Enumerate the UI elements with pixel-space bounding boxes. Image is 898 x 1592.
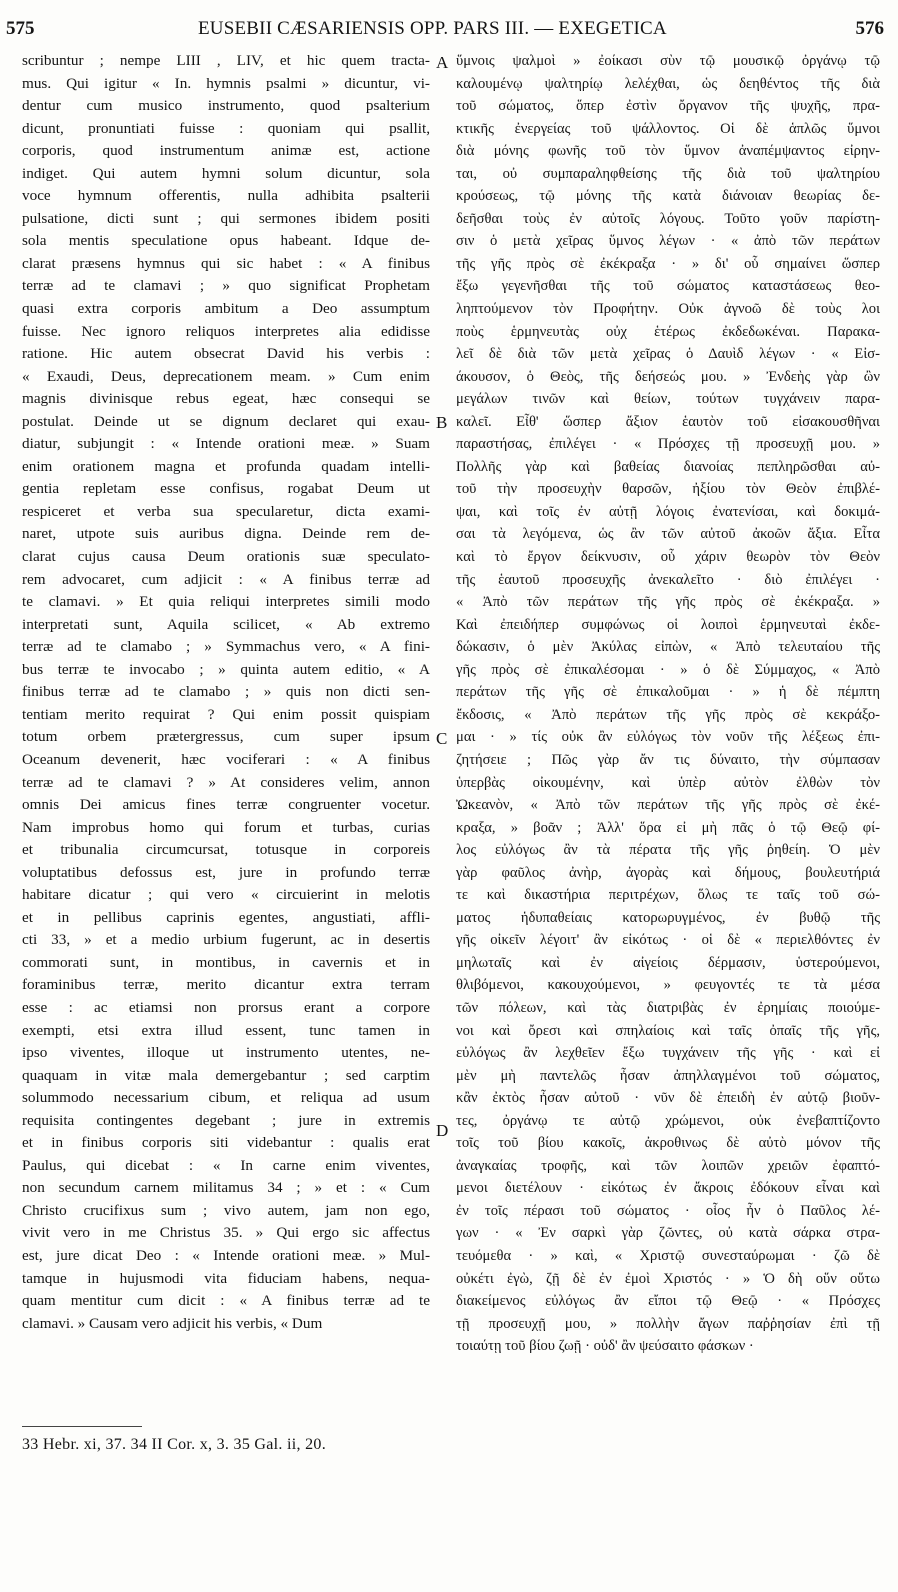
greek-text-line: τῶν πόλεων, καὶ τὰς διατριβὰς ἐν ἐρημίαις ποιούμε- [456, 999, 880, 1016]
latin-text-line: terræ ad te clamavi ? » At consideres velim, annon [22, 773, 430, 791]
latin-text-line: magnis divinisque rebus egeat, hæc consequi se [22, 390, 430, 408]
latin-text-line: voluptatibus defossus est, jure in profundo terræ [22, 863, 430, 881]
latin-text-line: dentur cum musico instrumento, quod psalterium [22, 97, 430, 115]
greek-text-line: τοιαύτῃ τοῦ βίου ζωῇ · οὐδ' ἂν ψεύσαιτο φάσκων · [456, 1338, 754, 1355]
latin-text-line: « Exaudi, Deus, deprecationem meam. » Cum enim [22, 367, 430, 385]
greek-text-line: τῆς ἑαυτοῦ προσευχῆς ἀνεκαλεῖτο · διὸ ἐπιλέγει · [456, 571, 880, 588]
latin-text-line: bus terræ te invocabo ; » quinta autem editio, « A [22, 660, 430, 678]
greek-text-line: κτικῆς ἐνεργείας τοῦ ψάλλοντος. Οἱ δὲ ἁπλῶς ὕμνοι [456, 120, 880, 137]
latin-text-line: enim orationem magna et profunda quadam intelli- [22, 457, 430, 475]
greek-text-line: ὑπερβὰς οἰκουμένην, καὶ ὑπὲρ αὐτὸν ἐλθὼν τὸν [456, 774, 880, 791]
greek-text-line: καλεῖ. Εἶθ' ὥσπερ ἄξιον ἑαυτὸν τοῦ εἰσακουσθῆναι [456, 413, 880, 430]
latin-text-line: indiget. Qui autem hymni solum dicuntur, sola [22, 164, 430, 182]
latin-text-line: quam mentitur cum dicit : « A finibus terræ ad te [22, 1292, 430, 1310]
latin-text-line: foraminibus terræ, merito dicantur extra terram [22, 976, 430, 994]
greek-text-line: κραξα, » βοᾶν ; Ἀλλ' ὅρα εἰ μὴ πᾶς ὁ τῷ Θεῷ φί- [456, 819, 880, 836]
latin-text-line: cti 33, » et a medio urbium fugerunt, ac in desertis [22, 931, 430, 949]
latin-text-line: commorati sunt, in montibus, in cavernis et in [22, 953, 430, 971]
latin-text-line: solummodo necessarium cibum, et reliqua ad usum [22, 1089, 430, 1107]
running-title: EUSEBII CÆSARIENSIS OPP. PARS III. — EXEGETICA [198, 18, 667, 39]
latin-text-line: finibus terræ ad te clamabo ; » quis non dicti sen- [22, 683, 430, 701]
running-header [0, 14, 898, 44]
latin-text-line: clarat præsens hymnus qui sic habet : « A finibus [22, 254, 430, 272]
latin-text-line: terræ ad te clamabo ; » Symmachus vero, « A fini- [22, 638, 430, 656]
greek-text-line: μὲν μὴ παντελῶς ἦσαν ἀπηλλαγμένοι τοῦ σώματος, [456, 1067, 880, 1084]
greek-column [456, 50, 880, 1358]
greek-text-line: τε καὶ δικαστήρια περιτρέχων, ὅλως τε ταῖς τοῦ σώ- [456, 887, 880, 904]
greek-text-line: μεγάλων τινῶν καὶ θείων, τούτων τυγχάνειν παρα- [456, 391, 880, 408]
greek-text-line: τευόμεθα · » καὶ, « Χριστῷ συνεσταύρωμαι · ζῶ δὲ [456, 1247, 880, 1264]
latin-text-line: clamavi. » Causam vero adjicit his verbis, « Dum [22, 1314, 323, 1332]
section-marker-a: A [436, 53, 449, 72]
latin-text-line: omnis Dei amicus fines terræ congruenter vocetur. [22, 796, 430, 814]
latin-text-line: gentia repletam esse confisus, rogabat Deum ut [22, 480, 430, 498]
latin-text-line: fuisse. Nec ignoro reliquos interpretes alia edidisse [22, 322, 430, 340]
greek-text-line: θλιβόμενοι, κακουχούμενοι, » φευγοντές τε τὰ μέσα [456, 977, 880, 994]
latin-text-line: non secundum carnem militamus 34 ; » et : « Cum [22, 1179, 430, 1197]
greek-text-line: εὐλόγως ἂν λεχθεῖεν ἔξω τυγχάνειν τῆς γῆς · καὶ εἰ [456, 1045, 880, 1062]
greek-text-line: καλουμένῳ ψαλτηρίῳ λελέχθαι, ὡς δεηθέντος τῆς διὰ [456, 75, 880, 92]
greek-text-line: ἐν τοῖς πέρασι τοῦ σώματος · οἷος ἦν ὁ Παῦλος λέ- [456, 1202, 880, 1219]
greek-text-line: περάτων τῆς γῆς σὲ ἐπικαλοῦμαι · » ἡ δὲ πέμπτη [456, 684, 880, 701]
latin-text-line: exempti, etsi extra illud essent, tunc tamen in [22, 1021, 430, 1039]
latin-text-line: terræ ad te clamavi ; » quo significat Prophetam [22, 277, 430, 295]
greek-text-line: διακείμενος εὐλόγως ἂν εἴποι τῷ Θεῷ · « Πρόσχες [456, 1293, 880, 1310]
latin-text-line: Christo crucifixus sum ; vivo autem, jam non ego, [22, 1201, 430, 1219]
latin-text-line: te clamavi. » Et quia reliqui interpretes simili modo [22, 593, 430, 611]
latin-text-line: et tribunalia circumcursat, totusque in corporeis [22, 841, 430, 859]
greek-text-line: άκουσον, ὁ Θεὸς, τῆς δεήσεώς μου. » Ἐνδεὴς γὰρ ὢν [456, 368, 880, 385]
greek-text-line: μηλωταῖς καὶ ἐν αἰγείοις δέρμασιν, ὑστερούμενοι, [456, 954, 880, 971]
latin-text-line: Paulus, qui dicebat : « In carne enim viventes, [22, 1156, 430, 1174]
greek-text-line: τοῦ σώματος, ὅπερ ἐστὶν ὄργανον τῆς ψυχῆς, πρα- [456, 98, 880, 115]
section-marker-d: D [436, 1121, 449, 1140]
greek-text-line: δεῆσθαι τοὺς ἐν αὐτοῖς λόγους. Τοῦτο γοῦν παρίστη- [456, 210, 880, 227]
greek-text-line: γων · « Ἐν σαρκὶ γὰρ ζῶντες, οὐ κατὰ σάρκα στρα- [456, 1225, 880, 1242]
latin-text-line: ratione. Hic autem obsecrat David his verbis : [22, 345, 430, 363]
latin-text-line: dicunt, pronuntiati fuisse : quoniam qui psallit, [22, 119, 430, 137]
latin-text-line: ipso viventes, illoque ut instrumento utentes, ne- [22, 1044, 430, 1062]
page-number-right: 576 [855, 18, 884, 39]
latin-text-line: Nam improbus homo qui forum et turbas, curias [22, 818, 430, 836]
page-number-left: 575 [6, 18, 35, 39]
latin-text-line: Oceanum devenerit, hæc vociferari : « A finibus [22, 750, 430, 768]
latin-text-line: rem advocaret, cum adjicit : « A finibus terræ ad [22, 570, 430, 588]
latin-text-line: mus. Qui igitur « In. hymnis psalmi » dicuntur, vi- [22, 74, 430, 92]
greek-text-line: λος εὐλόγως ἂν τὰ πέρατα τῆς γῆς ῥηθείη. Ὁ μὲν [456, 842, 880, 859]
greek-text-line: Ὠκεανὸν, « Ἀπὸ τῶν περάτων τῆς γῆς πρὸς σὲ ἐκέ- [456, 797, 880, 814]
latin-text-line: requisita contingentes degebant ; jure in extremis [22, 1111, 430, 1129]
latin-text-line: sola mentis speculatione opus habeant. Idque de- [22, 232, 430, 250]
latin-text-line: naret, utpote suis auribus digna. Deinde rem de- [22, 525, 430, 543]
section-marker-b: B [436, 413, 448, 432]
section-marker-c: C [436, 729, 448, 748]
latin-text-line: scribuntur ; nempe LIII , LIV, et hic quem tracta- [22, 52, 430, 69]
greek-text-line: μενοι διετέλουν · εἰκότως ἐν ἄκροις ἐδόκουν εἶναι καὶ [456, 1180, 880, 1197]
greek-text-line: τοῖς τοῦ βίου κακοῖς, ἀκροθινως δὲ αὐτὸ μόνον τῆς [456, 1135, 880, 1152]
greek-text-line: τῇ προσευχῇ μου, » πολλὴν ἄγων παῤῥησίαν ἐπὶ τῇ [456, 1315, 880, 1332]
latin-text-line: et in pellibus caprinis egentes, angustiati, affli- [22, 908, 430, 926]
latin-text-line: totum orbem prætergressus, cum super ipsum [22, 728, 430, 746]
greek-text-line: τῆς γῆς πρὸς σὲ ἐκέκραξα · » δι' οὗ σημαίνει ὥσπερ [456, 255, 880, 272]
latin-column [22, 50, 430, 1335]
latin-text-line: tentiam merito requirat ? Qui enim possit quispiam [22, 705, 430, 723]
greek-text-line: μαι · » τίς οὐκ ἂν εὐλόγως τὸν νοῦν τῆς λέξεως ἐπι- [456, 729, 880, 746]
greek-text-line: γῆς οἰκεῖν λέγοιτ' ἂν εἰκότως · οἱ δὲ « περιελθόντες ἐν [456, 932, 880, 949]
footnote-rule [22, 1426, 142, 1427]
greek-text-line: λεῖ δὲ διὰ τῶν μετὰ χεῖρας ὁ Δαυὶδ λέγων · « Εἰσ- [456, 346, 880, 363]
footnotes: 33 Hebr. xi, 37. 34 II Cor. x, 3. 35 Gal. ii, 20. [22, 1436, 327, 1453]
greek-text-line: ἔξω γεγενῆσθαι τῆς τοῦ σώματος καταστάσεως θεο- [456, 278, 880, 295]
latin-text-line: clarat cujus causa Deum orationis suæ speculato- [22, 548, 430, 566]
greek-text-line: νοι καὶ ὄρεσι καὶ σπηλαίοις καὶ ταῖς ὀπαῖς τῆς γῆς, [456, 1022, 880, 1039]
latin-text-line: tamque in hujusmodi vita fiduciam habens, nequa- [22, 1269, 430, 1287]
latin-text-line: habitare dicatur ; qui vero « circuierint in melotis [22, 886, 430, 904]
greek-text-line: ματος ἡδυπαθείαις κατορωρυγμένος, ἐν βυθῷ τῆς [456, 909, 880, 926]
latin-text-line: corporis, quod instrumentum animæ est, actione [22, 142, 430, 160]
latin-text-line: voce hymnum offerentis, nulla adhibita psalterii [22, 187, 430, 205]
greek-text-line: διὰ μόνης φωνῆς τοῦ τὸν ὕμνον ἀναπέμψαντος εἰρην- [456, 143, 880, 160]
greek-text-line: ἀναγκαίας τροφῆς, καὶ τῶν λοιπῶν χρειῶν ἐφαπτό- [456, 1157, 880, 1174]
greek-text-line: δώκασιν, ὁ μὲν Ἀκύλας εἰπὼν, « Ἀπὸ τελευταίου τῆς [456, 639, 880, 656]
greek-text-line: παραστήσας, ἐπιλέγει · « Πρόσχες τῇ προσευχῇ μου. » [456, 436, 880, 453]
latin-text-line: interpretati sunt, Aquila scilicet, « Ab extremo [22, 615, 430, 633]
latin-text-line: postulat. Deinde ut se dignum declaret qui exau- [22, 412, 430, 430]
greek-text-line: Καὶ ἐπειδήπερ συμφώνως οἱ λοιποὶ ἑρμηνευταὶ ἐκδε- [456, 616, 880, 633]
greek-text-line: κἂν ἐκτὸς ἦσαν αὐτοῦ · νῦν δὲ ἐπειδὴ ἐν αὐτῷ βιοῦν- [456, 1090, 880, 1107]
greek-text-line: ληπτούμενον τὸν Προφήτην. Οὐκ ἀγνοῶ δὲ τοὺς λοι [456, 301, 880, 318]
greek-text-line: γῆς πρὸς σὲ ἐπικαλέσομαι · » ὁ δὲ Σύμμαχος, « Ἀπὸ [456, 661, 880, 678]
latin-text-line: esse : ac etiamsi non prorsus erant a corpore [22, 998, 430, 1016]
latin-text-line: pulsatione, dicti sunt ; qui sermones ibidem positi [22, 209, 430, 227]
greek-text-line: τες, ὀργάνῳ τε αὐτῷ χρώμενοι, οὐκ ἐνεβαπτίζοντο [456, 1112, 880, 1129]
greek-text-line: ψαι, καὶ τοῖς ἐν αὐτῇ λόγοις ἐνατενίσαι, καὶ δοκιμά- [456, 503, 880, 520]
latin-text-line: vivit vero in me Christus 35. » Qui ergo sic affectus [22, 1224, 430, 1242]
greek-text-line: γὰρ φαῦλος ἀνὴρ, ἀγορὰς καὶ δήμους, βουλευτήριά [456, 864, 880, 881]
greek-text-line: σιν ὁ μετὰ χεῖρας ὕμνος λέγων · « ἀπὸ τῶν περάτων [456, 233, 880, 250]
greek-text-line: σαι τὰ λεγόμενα, ὡς ἂν τῶν αὐτοῦ ἀκοῶν ἄξια. Εἶτα [456, 526, 880, 543]
greek-text-line: ἔκδοσις, « Ἀπὸ περάτων τῆς γῆς πρὸς σὲ κεκράξο- [456, 706, 880, 723]
latin-text-line: respiceret et verba sua specularetur, dicta exami- [22, 502, 430, 520]
greek-text-line: « Ἀπὸ τῶν περάτων τῆς γῆς πρὸς σὲ ἐκέκραξα. » [456, 594, 880, 611]
greek-text-line: κρούσεως, τῷ μόνης τῆς κατὰ διάνοιαν θεωρίας δε- [456, 188, 880, 205]
greek-text-line: ζητήσειε ; Πῶς γὰρ ἄν τις δύναιτο, τὴν σύμπασαν [456, 751, 880, 768]
latin-text-line: est, jure dicat Deo : « Intende orationi meæ. » Mul- [22, 1246, 430, 1264]
greek-text-line: ται, οὐ συμπαραληφθείσης τῆς διὰ τοῦ ψαλτηρίου [456, 165, 880, 182]
greek-text-line: Πολλῆς γὰρ καὶ βαθείας διανοίας πεπληρῶσθαι αὐ- [456, 458, 880, 475]
latin-text-line: et in finibus corporis siti videbantur : qualis erat [22, 1134, 430, 1152]
greek-text-line: καὶ τὸ ἔργον δείκνυσιν, οὗ χάριν θεωρὸν τὸν Θεὸν [456, 549, 880, 566]
latin-text-line: quaquam in vitæ mala demergebantur ; sed carptim [22, 1066, 430, 1084]
greek-text-line: τοῦ τὴν προσευχὴν θαρσῶν, ἠξίου τὸν Θεὸν ἐπιβλέ- [456, 481, 880, 498]
latin-text-line: quasi extra corporis ambitum a Deo assumptum [22, 300, 430, 318]
greek-text-line: ποὺς ἑρμηνευτὰς οὐχ ἑτέρως ἐκδεδωκέναι. Παρακα- [456, 323, 880, 340]
latin-text-line: diatur, subjungit : « Intende orationi meæ. » Suam [22, 435, 430, 453]
greek-text-line: οὐκέτι ἐγὼ, ζῇ δὲ ἐν ἐμοὶ Χριστός · » Ὁ δὴ οὕν οὕτω [456, 1270, 880, 1287]
greek-text-line: ὕμνοις ψαλμοὶ » ἐοίκασι σὺν τῷ μουσικῷ ὀργάνῳ τῷ [456, 53, 880, 69]
